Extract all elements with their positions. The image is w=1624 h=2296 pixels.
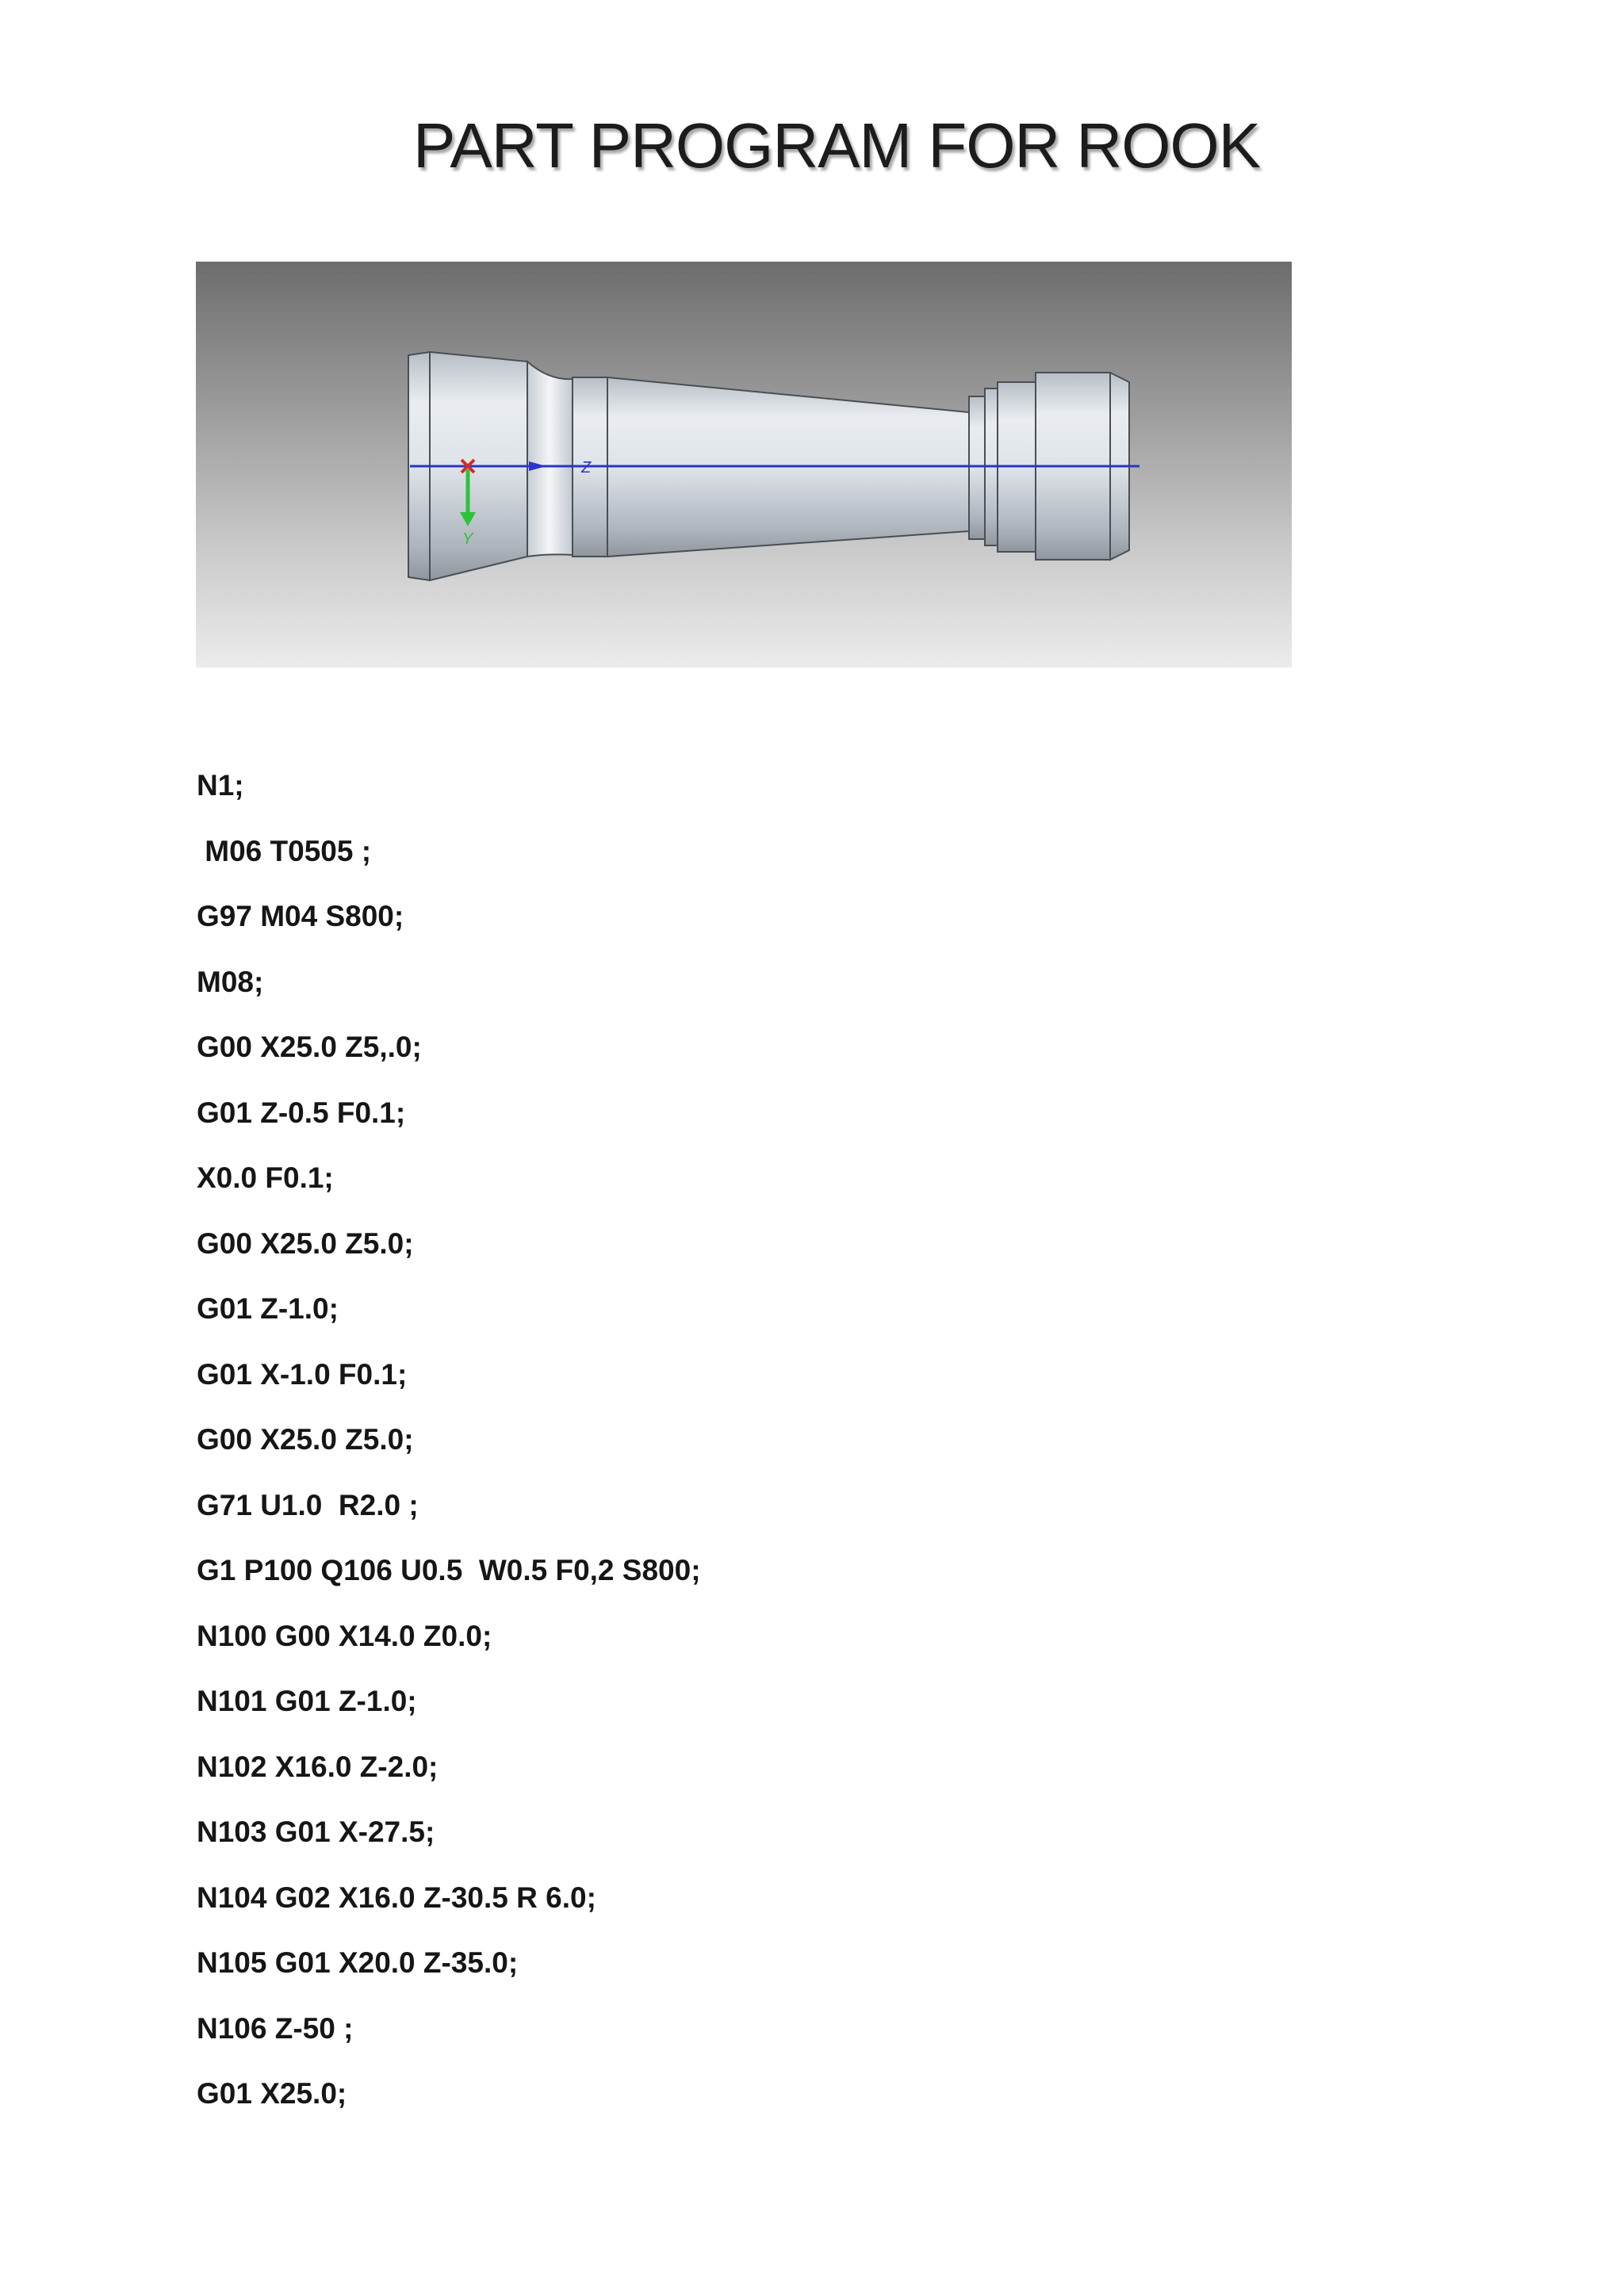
program-line: G01 Z-1.0; bbox=[197, 1292, 339, 1325]
program-line: G01 Z-0.5 F0.1; bbox=[197, 1096, 406, 1129]
page-title: PART PROGRAM FOR ROOK bbox=[412, 110, 1261, 181]
program-line: G1 P100 Q106 U0.5 W0.5 F0,2 S800; bbox=[197, 1554, 701, 1586]
program-line: G01 X-1.0 F0.1; bbox=[197, 1357, 408, 1391]
program-line: G00 X25.0 Z5.0; bbox=[197, 1423, 414, 1456]
program-line: N103 G01 X-27.5; bbox=[197, 1816, 435, 1848]
rook-part-illustration bbox=[196, 262, 1292, 668]
program-line: G00 X25.0 Z5,.0; bbox=[197, 1031, 422, 1063]
program-line: N105 G01 X20.0 Z-35.0; bbox=[197, 1946, 519, 1979]
program-line: M08; bbox=[197, 965, 264, 998]
z-axis-label: Z bbox=[581, 459, 592, 476]
part-render-image bbox=[196, 262, 1292, 668]
program-line: N1; bbox=[197, 769, 244, 802]
base-ring-1 bbox=[969, 396, 985, 539]
y-axis-label: Y bbox=[462, 530, 473, 548]
program-line: X0.0 F0.1; bbox=[197, 1161, 334, 1194]
neck-groove bbox=[527, 362, 573, 557]
program-line: G97 M04 S800; bbox=[197, 900, 404, 932]
program-line: N101 G01 Z-1.0; bbox=[197, 1685, 417, 1717]
program-line: G00 X25.0 Z5.0; bbox=[197, 1226, 414, 1260]
program-line: N100 G00 X14.0 Z0.0; bbox=[197, 1619, 492, 1652]
program-line: M06 T0505 ; bbox=[197, 834, 372, 867]
program-line: N106 Z-50 ; bbox=[197, 2011, 354, 2045]
program-line: N104 G02 X16.0 Z-30.5 R 6.0; bbox=[197, 1881, 596, 1914]
program-line: N102 X16.0 Z-2.0; bbox=[197, 1750, 439, 1783]
part-program-listing bbox=[197, 753, 701, 2127]
program-line: G01 X25.0; bbox=[197, 2077, 347, 2110]
program-line: G71 U1.0 R2.0 ; bbox=[197, 1488, 419, 1521]
